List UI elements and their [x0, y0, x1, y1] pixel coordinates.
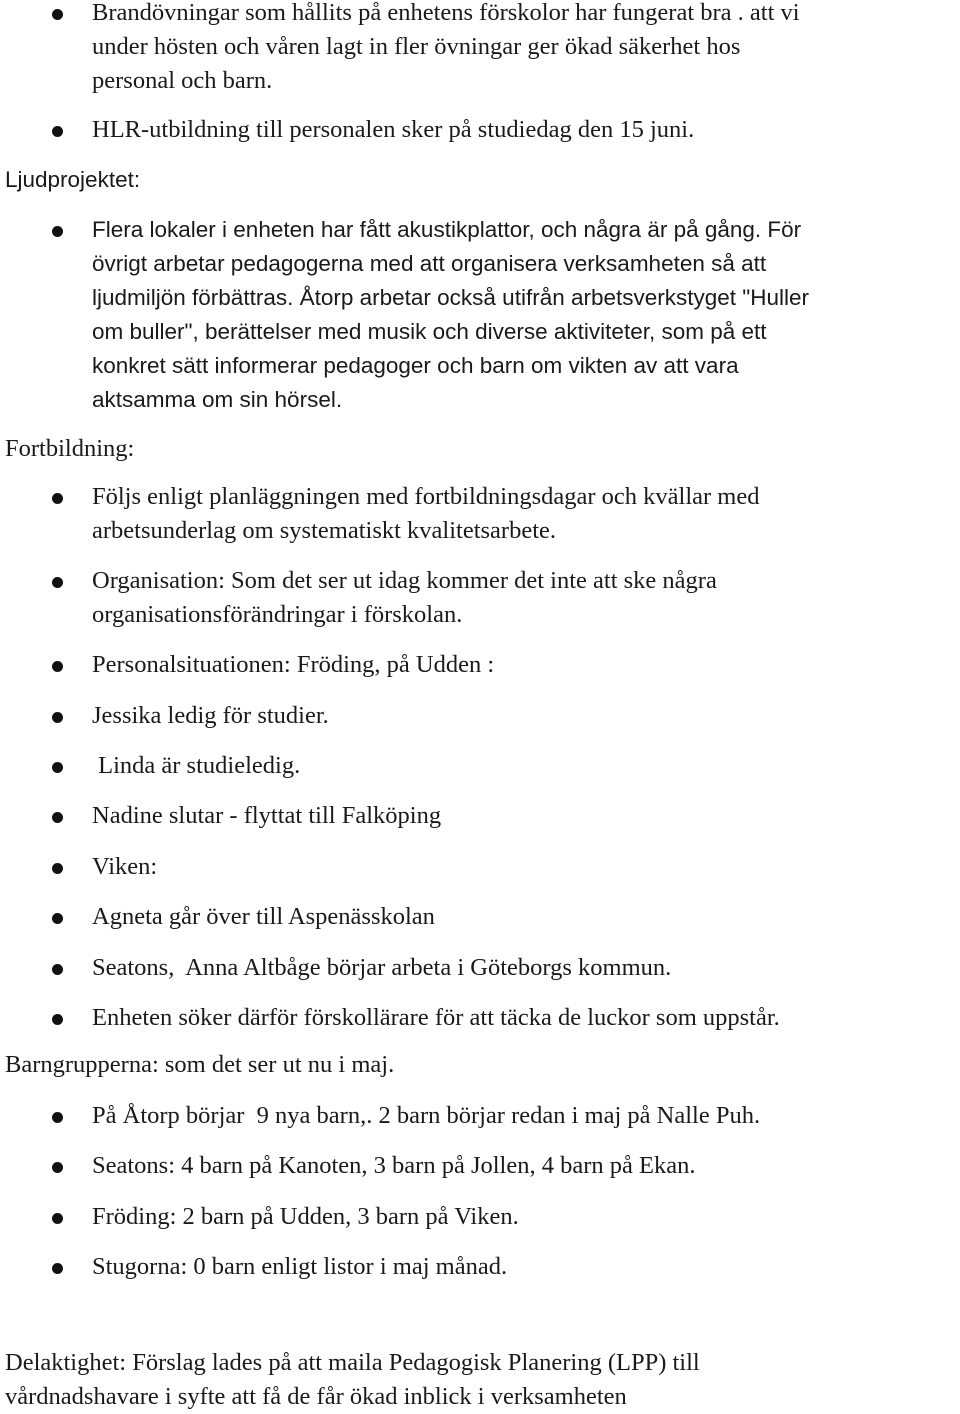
barngrupp-text: På Åtorp börjar 9 nya barn,. 2 barn börjar redan i maj på Nalle Puh.: [92, 1102, 761, 1129]
fortbildning-text: [92, 480, 958, 548]
bullet-icon: [52, 762, 63, 773]
text-line: om buller", berättelser med musik och diverse aktiviteter, som på ett: [92, 319, 767, 344]
heading-fortbildning: Fortbildning:: [5, 435, 135, 462]
bullet-icon: [52, 964, 63, 975]
bullet-icon: [52, 812, 63, 823]
bullet-icon: [52, 1263, 63, 1274]
bullet-icon: [52, 1162, 63, 1173]
ljudprojekt-text: [92, 213, 958, 417]
personal-text: Linda är studieledig.: [92, 752, 301, 779]
bullet-icon: [52, 1213, 63, 1224]
personal-text: Viken:: [92, 853, 158, 880]
bullet-icon: [52, 712, 63, 723]
text-line: Brandövningar som hållits på enhetens förskolor har fungerat bra . att vi: [92, 0, 800, 26]
brandovningar-text: [92, 0, 958, 98]
personal-text: Jessika ledig för studier.: [92, 702, 329, 729]
bullet-icon: [52, 913, 63, 924]
bullet-icon: [52, 577, 63, 588]
bullet-icon: [52, 493, 63, 504]
text-line: övrigt arbetar pedagogerna med att organisera verksamheten så att: [92, 251, 767, 276]
text-line: personal och barn.: [92, 67, 273, 94]
text-line: Flera lokaler i enheten har fått akustikplattor, och några är på gång. För: [92, 217, 802, 242]
bullet-icon: [52, 1112, 63, 1123]
text-line: Följs enligt planläggningen med fortbildningsdagar och kvällar med: [92, 483, 760, 510]
text-line: under hösten och våren lagt in fler övningar ger ökad säkerhet hos: [92, 33, 741, 60]
text-line: organisationsförändringar i förskolan.: [92, 601, 463, 628]
barngrupp-text: Stugorna: 0 barn enligt listor i maj månad.: [92, 1253, 508, 1280]
personal-text: Enheten söker därför förskollärare för att täcka de luckor som uppstår.: [92, 1004, 780, 1031]
text-line: Delaktighet: Förslag lades på att maila Pedagogisk Planering (LPP) till: [5, 1349, 700, 1376]
personal-text: Personalsituationen: Fröding, på Udden :: [92, 651, 495, 678]
bullet-icon: [52, 226, 63, 237]
bullet-icon: [52, 661, 63, 672]
barngrupp-text: Fröding: 2 barn på Udden, 3 barn på Viken.: [92, 1203, 519, 1230]
paragraph-delaktighet: [5, 1346, 700, 1414]
bullet-icon: [52, 1014, 63, 1025]
text-line: arbetsunderlag om systematiskt kvalitetsarbete.: [92, 517, 557, 544]
text-line: vårdnadshavare i syfte att få de får ökad inblick i verksamheten: [5, 1383, 627, 1410]
barngrupp-text: Seatons: 4 barn på Kanoten, 3 barn på Jollen, 4 barn på Ekan.: [92, 1152, 696, 1179]
heading-ljudprojektet: Ljudprojektet:: [5, 167, 141, 192]
hlr-text: HLR-utbildning till personalen sker på studiedag den 15 juni.: [92, 116, 695, 143]
personal-text: Agneta går över till Aspenässkolan: [92, 903, 435, 930]
personal-text: Nadine slutar - flyttat till Falköping: [92, 802, 442, 829]
text-line: konkret sätt informerar pedagoger och barn om vikten av att vara: [92, 353, 739, 378]
bullet-icon: [52, 9, 63, 20]
personal-text: Seatons, Anna Altbåge börjar arbeta i Göteborgs kommun.: [92, 954, 672, 981]
heading-barngrupperna: Barngrupperna: som det ser ut nu i maj.: [5, 1051, 395, 1078]
text-line: ljudmiljön förbättras. Åtorp arbetar också utifrån arbetsverkstyget "Huller: [92, 285, 810, 310]
bullet-icon: [52, 863, 63, 874]
text-line: aktsamma om sin hörsel.: [92, 387, 343, 412]
bullet-icon: [52, 126, 63, 137]
text-line: Organisation: Som det ser ut idag kommer det inte att ske några: [92, 567, 717, 594]
organisation-text: [92, 564, 958, 632]
